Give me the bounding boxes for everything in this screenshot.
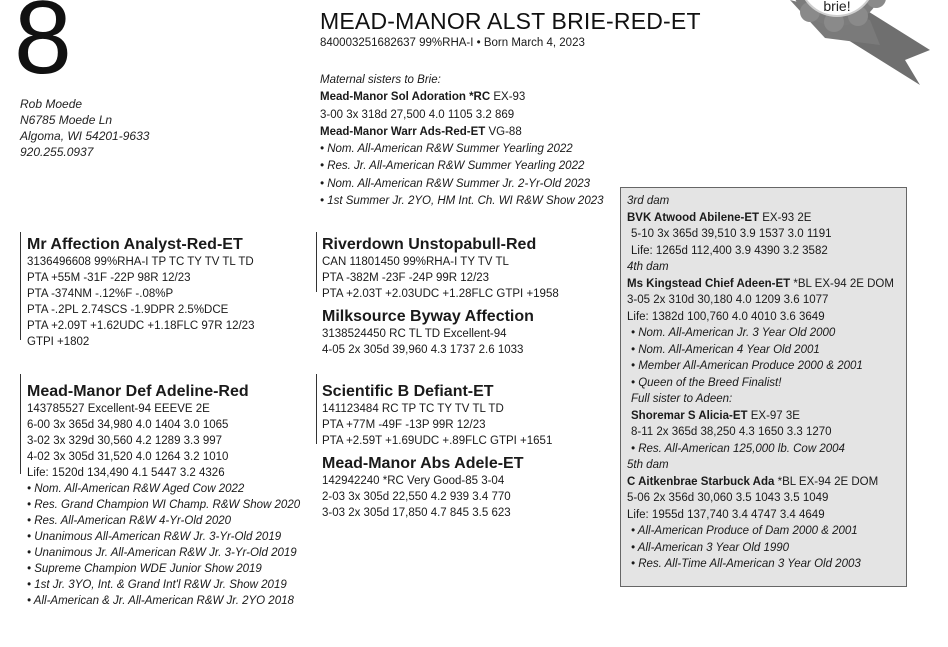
full-sister-name: Shoremar S Alicia-ET: [631, 409, 748, 422]
dam-line: 143785527 Excellent-94 EEEVE 2E: [27, 403, 210, 415]
sire-line: PTA +2.09T +1.62UDC +1.18FLC 97R 12/23: [27, 320, 255, 332]
sire-sire-line: CAN 11801450 99%RHA-I TY TV TL: [322, 256, 509, 268]
dam-sire-line: PTA +2.59T +1.69UDC +.89FLC GTPI +1651: [322, 435, 553, 447]
third-dam-name: BVK Atwood Abilene-ET: [627, 211, 760, 224]
fourth-dam-label: 4th dam: [627, 261, 669, 273]
sister-1-name: Mead-Manor Sol Adoration *RC: [320, 91, 491, 104]
dam-dam-block: [322, 455, 524, 521]
fifth-dam-score: *BL EX-94 2E DOM: [774, 475, 879, 488]
sister-2-name: Mead-Manor Warr Ads-Red-ET: [320, 125, 486, 138]
consignor-info: [20, 96, 149, 160]
sire-sire-name: Riverdown Unstopabull-Red: [322, 236, 537, 253]
dam-dam-line: 3-03 2x 305d 17,850 4.7 845 3.5 623: [322, 507, 511, 519]
dam-honor: • Unanimous Jr. All-American R&W Jr. 3-Yr-Old 2019: [27, 547, 297, 559]
sire-dam-line: 4-05 2x 305d 39,960 4.3 1737 2.6 1033: [322, 344, 524, 356]
dam-sire-name: Scientific B Defiant-ET: [322, 383, 494, 400]
sire-line: PTA -374NM -.12%F -.08%P: [27, 288, 174, 300]
fifth-dam-honor: • All-American Produce of Dam 2000 & 2001: [631, 525, 858, 537]
third-dam-record: 5-10 3x 365d 39,510 3.9 1537 3.0 1191: [631, 228, 832, 240]
third-dam-life: Life: 1265d 112,400 3.9 4390 3.2 3582: [631, 244, 828, 257]
dam-honor: • 1st Jr. 3YO, Int. & Grand Int'l R&W Jr. Show 2019: [27, 579, 287, 591]
dam-line: 3-02 3x 329d 30,560 4.2 1289 3.3 997: [27, 435, 223, 447]
sire-sire-bracket: [316, 232, 317, 292]
dam-name: Mead-Manor Def Adeline-Red: [27, 383, 249, 400]
sister-1-score: EX-93: [490, 91, 526, 104]
dam-bracket: [20, 374, 21, 474]
third-dam-label: 3rd dam: [627, 195, 670, 207]
fourth-dam-score: *BL EX-94 2E DOM: [790, 277, 894, 290]
dam-sire-block: [322, 383, 552, 449]
dam-honor: • All-American & Jr. All-American R&W Jr. 2YO 2018: [27, 595, 294, 607]
dam-honor: • Unanimous All-American R&W Jr. 3-Yr-Old 2019: [27, 531, 282, 543]
consignor-address-1: N6785 Moede Ln: [20, 113, 113, 127]
fifth-dam-honor: • All-American 3 Year Old 1990: [631, 541, 790, 554]
full-sister-honor: • Res. All-American 125,000 lb. Cow 2004: [631, 442, 845, 455]
dam-line: 4-02 3x 305d 31,520 4.0 1264 3.2 1010: [27, 451, 229, 463]
dam-dam-line: 142942240 *RC Very Good-85 3-04: [322, 475, 505, 487]
sister-2-score: VG-88: [485, 125, 522, 138]
maternal-sisters: [320, 72, 604, 210]
consignor-name: Rob Moede: [20, 97, 83, 111]
dam-honor: • Res. Grand Champion WI Champ. R&W Show 2020: [27, 499, 301, 511]
dam-dam-line: 2-03 3x 305d 22,550 4.2 939 3.4 770: [322, 491, 511, 503]
sire-sire-line: PTA -382M -23F -24P 99R 12/23: [322, 272, 490, 284]
dam-honor: • Supreme Champion WDE Junior Show 2019: [27, 563, 262, 575]
fifth-dam-label: 5th dam: [627, 459, 669, 471]
fifth-dam-name: C Aitkenbrae Starbuck Ada: [627, 475, 775, 488]
full-sister-score: EX-97 3E: [747, 409, 800, 422]
sister-honor: • 1st Summer Jr. 2YO, HM Int. Ch. WI R&W Show 2023: [320, 195, 604, 208]
sire-bracket: [20, 232, 21, 340]
ribbon-text: brie!: [823, 0, 851, 14]
sister-honor: • Nom. All-American R&W Summer Jr. 2-Yr-Old 2023: [320, 177, 591, 190]
sister-honor: • Res. Jr. All-American R&W Summer Yearling 2022: [320, 160, 585, 173]
lot-number: 8: [14, 0, 70, 96]
dam-sire-line: PTA +77M -49F -13P 99R 12/23: [322, 419, 486, 431]
fourth-dam-life: Life: 1382d 100,760 4.0 4010 3.6 3649: [627, 310, 825, 323]
dam-line: Life: 1520d 134,490 4.1 5447 3.2 4326: [27, 467, 225, 479]
fifth-dam-honor: • Res. All-Time All-American 3 Year Old 2003: [631, 558, 861, 570]
sire-name: Mr Affection Analyst-Red-ET: [27, 236, 243, 253]
fourth-dam-honor: • Member All-American Produce 2000 & 2001: [631, 360, 863, 372]
sire-block: [27, 236, 254, 350]
fifth-dam-life: Life: 1955d 137,740 3.4 4747 3.4 4649: [627, 508, 825, 521]
consignor-address-2: Algoma, WI 54201-9633: [20, 129, 150, 143]
consignor-phone: 920.255.0937: [20, 145, 94, 159]
dam-block: [27, 383, 300, 609]
dam-honor: • Nom. All-American R&W Aged Cow 2022: [27, 483, 245, 495]
sire-dam-line: 3138524450 RC TL TD Excellent-94: [322, 328, 507, 340]
sire-line: GTPI +1802: [27, 336, 90, 348]
ancestry-box: [620, 187, 907, 587]
full-sister-label: Full sister to Adeen:: [631, 393, 733, 405]
dam-dam-name: Mead-Manor Abs Adele-ET: [322, 455, 524, 472]
fifth-dam: [627, 474, 900, 491]
sire-line: PTA +55M -31F -22P 98R 12/23: [27, 272, 191, 284]
sisters-intro: Maternal sisters to Brie:: [320, 74, 441, 86]
sire-dam-block: [322, 308, 534, 358]
dam-honor: • Res. All-American R&W 4-Yr-Old 2020: [27, 515, 232, 527]
sire-sire-line: PTA +2.03T +2.03UDC +1.28FLC GTPI +1958: [322, 288, 559, 300]
dam-line: 6-00 3x 365d 34,980 4.0 1404 3.0 1065: [27, 419, 229, 431]
full-sister: [627, 408, 900, 425]
sister-1-record: 3-00 3x 318d 27,500 4.0 1105 3.2 869: [320, 108, 515, 121]
sister-1: [320, 89, 604, 106]
sister-honor: • Nom. All-American R&W Summer Yearling 2022: [320, 143, 573, 156]
fifth-dam-record: 5-06 2x 356d 30,060 3.5 1043 3.5 1049: [627, 492, 829, 504]
fourth-dam-record: 3-05 2x 310d 30,180 4.0 1209 3.6 1077: [627, 294, 829, 306]
fourth-dam-name: Ms Kingstead Chief Adeen-ET: [627, 277, 791, 290]
fourth-dam-honor: • Nom. All-American 4 Year Old 2001: [631, 343, 820, 356]
animal-name: MEAD-MANOR ALST BRIE-RED-ET: [320, 8, 701, 34]
fourth-dam: [627, 276, 900, 293]
fourth-dam-honor: • Nom. All-American Jr. 3 Year Old 2000: [631, 327, 836, 339]
sister-2: [320, 124, 604, 141]
dam-sire-bracket: [316, 374, 317, 444]
third-dam-score: EX-93 2E: [759, 211, 812, 224]
animal-registration: 840003251682637 99%RHA-I • Born March 4, 2023: [320, 37, 585, 49]
sire-line: 3136496608 99%RHA-I TP TC TY TV TL TD: [27, 256, 254, 268]
sire-sire-block: [322, 236, 559, 302]
ribbon-rosette-icon: [730, 0, 948, 110]
fourth-dam-honor: • Queen of the Breed Finalist!: [631, 376, 782, 389]
third-dam: [627, 210, 900, 227]
dam-sire-line: 141123484 RC TP TC TY TV TL TD: [322, 403, 504, 415]
sire-dam-name: Milksource Byway Affection: [322, 308, 534, 325]
full-sister-record: 8-11 2x 365d 38,250 4.3 1650 3.3 1270: [631, 426, 832, 438]
sire-line: PTA -.2PL 2.74SCS -1.9DPR 2.5%DCE: [27, 304, 229, 316]
